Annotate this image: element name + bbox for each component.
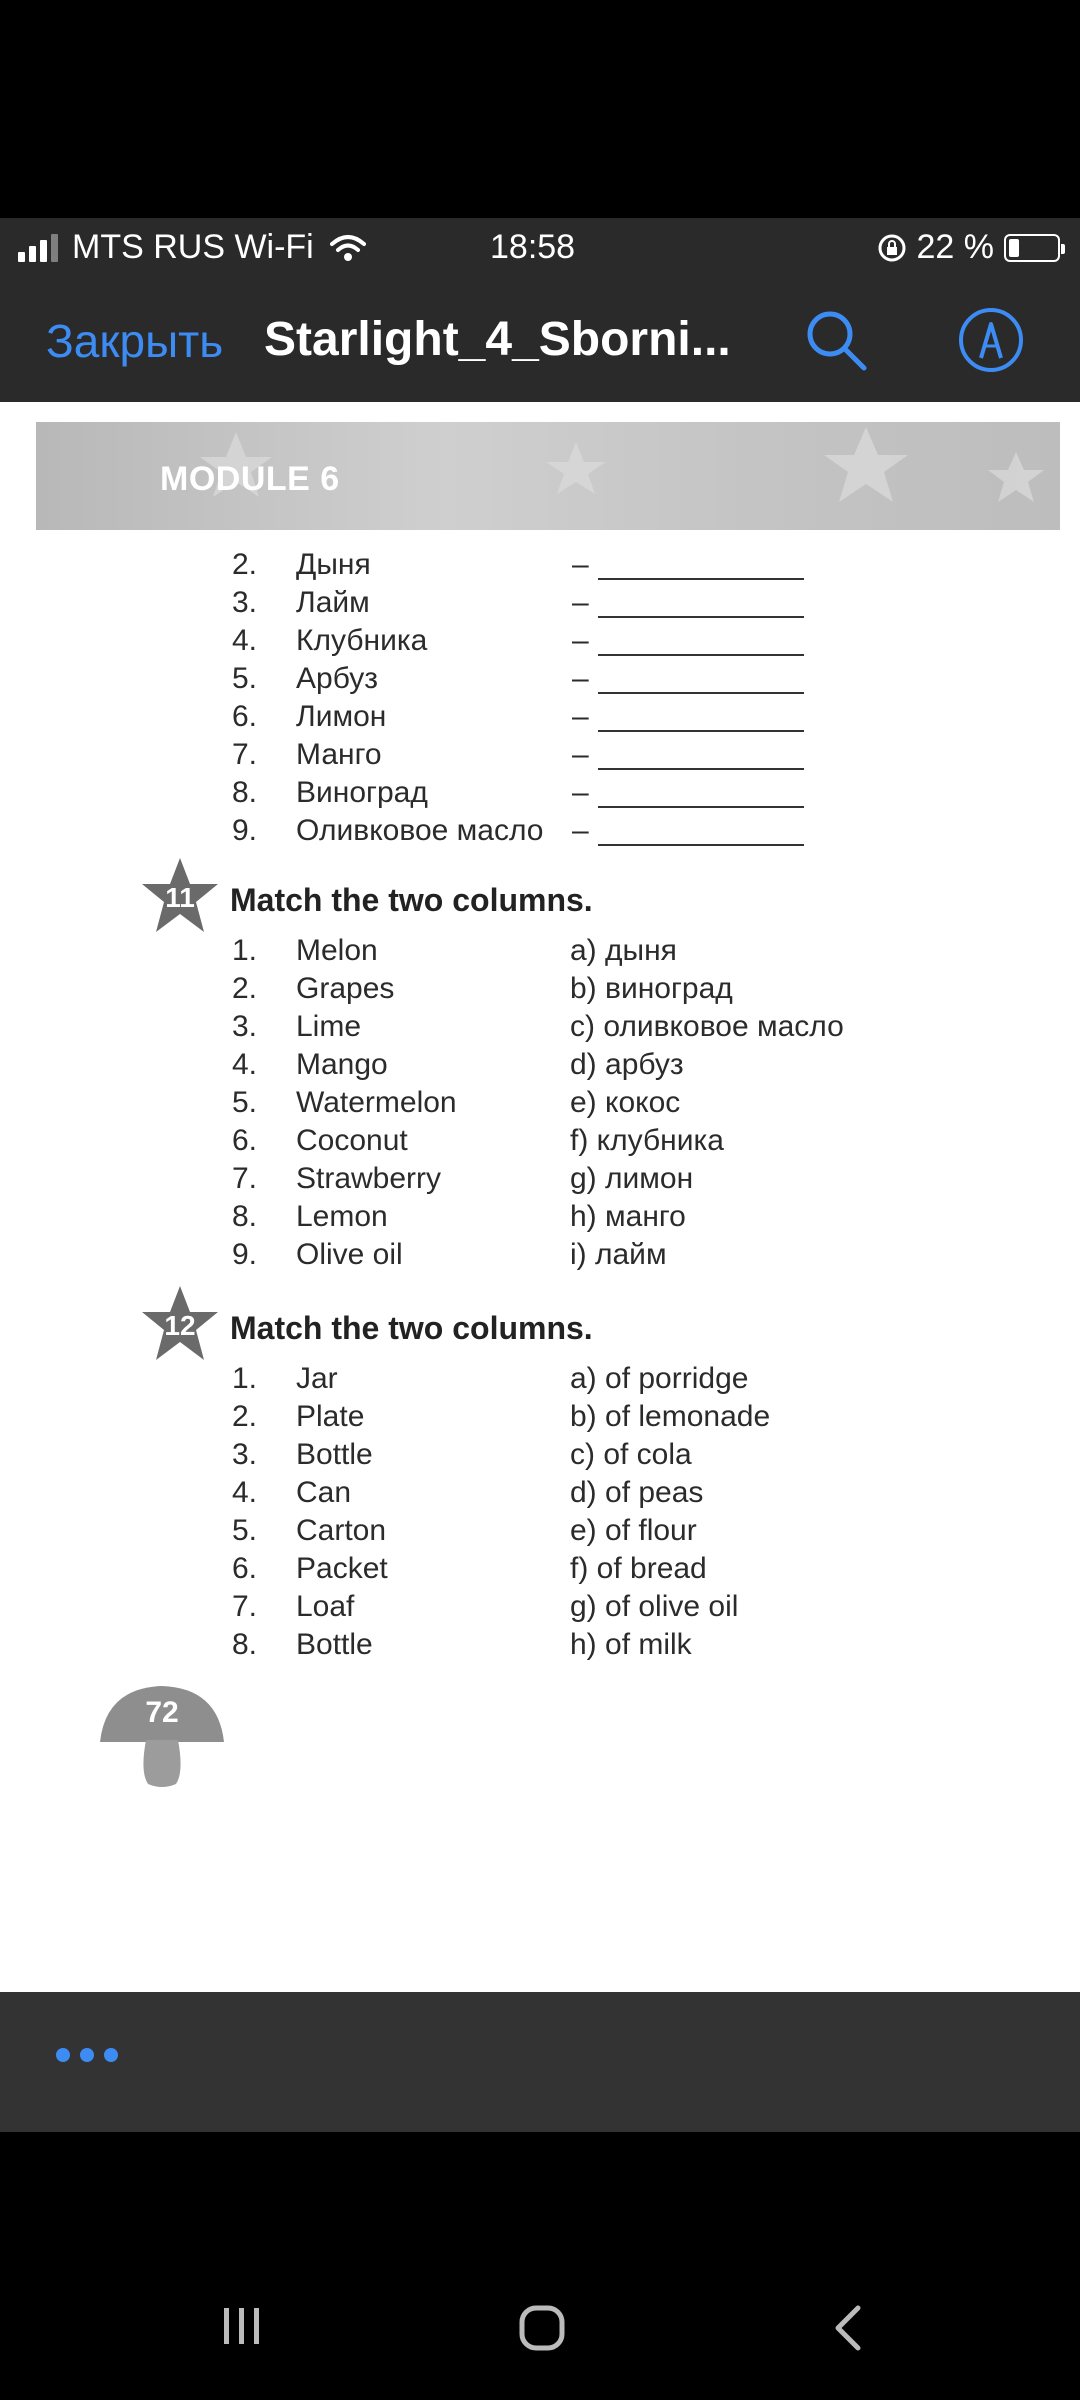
left-column-item: Mango [296,1048,388,1081]
match-row [0,1200,1080,1236]
answer-blank [598,624,804,656]
item-number: 7. [232,1162,258,1195]
search-icon[interactable] [800,304,872,376]
vocab-row [0,548,1080,584]
match-row [0,934,1080,970]
clock: 18:58 [490,228,576,266]
match-row [0,1124,1080,1160]
answer-blank [598,586,804,618]
vocab-word: Оливковое масло [296,814,544,847]
answer-blank [598,662,804,694]
page-number: 72 [145,1696,179,1729]
recent-apps-icon[interactable] [220,2304,264,2348]
item-number: 8. [232,1628,258,1661]
dash: – [572,548,589,581]
vocab-word: Виноград [296,776,428,809]
match-row [0,1086,1080,1122]
match-row [0,1400,1080,1436]
left-column-item: Bottle [296,1628,373,1661]
task-11-star-badge [140,856,220,936]
task-12-star-badge [140,1284,220,1364]
more-options-icon[interactable] [56,2048,118,2062]
item-number: 3. [232,586,258,619]
match-row [0,1552,1080,1588]
left-column-item: Lime [296,1010,362,1043]
item-number: 9. [232,1238,258,1271]
answer-blank [598,814,804,846]
left-column-item: Loaf [296,1590,355,1623]
left-column-item: Strawberry [296,1162,442,1195]
match-row [0,972,1080,1008]
left-column-item: Coconut [296,1124,408,1157]
back-icon[interactable] [830,2304,866,2352]
vocab-row [0,700,1080,736]
item-number: 1. [232,1362,258,1395]
left-column-item: Olive oil [296,1238,403,1271]
document-page[interactable] [0,402,1080,1992]
left-column-item: Bottle [296,1438,373,1471]
match-row [0,1048,1080,1084]
dash: – [572,738,589,771]
match-row [0,1514,1080,1550]
item-number: 5. [232,1086,258,1119]
item-number: 3. [232,1010,258,1043]
item-number: 1. [232,934,258,967]
answer-blank [598,700,804,732]
module-banner [36,422,1060,530]
answer-blank [598,738,804,770]
item-number: 4. [232,1476,258,1509]
left-column-item: Grapes [296,972,395,1005]
right-column-item: b) of lemonade [570,1400,771,1433]
item-number: 7. [232,1590,258,1623]
item-number: 8. [232,776,258,809]
page-number-badge [96,1682,228,1788]
vocab-row [0,624,1080,660]
left-column-item: Plate [296,1400,365,1433]
dash: – [572,662,589,695]
right-column-item: h) of milk [570,1628,692,1661]
item-number: 6. [232,1552,258,1585]
nav-bar [0,278,1080,402]
right-column-item: i) лайм [570,1238,667,1271]
answer-blank [598,776,804,808]
item-number: 3. [232,1438,258,1471]
item-number: 6. [232,700,258,733]
right-column-item: e) of flour [570,1514,697,1547]
vocab-row [0,776,1080,812]
item-number: 2. [232,548,258,581]
right-column-item: d) арбуз [570,1048,684,1081]
item-number: 2. [232,972,258,1005]
right-column-item: e) кокос [570,1086,681,1119]
vocab-word: Манго [296,738,382,771]
match-row [0,1162,1080,1198]
module-label: MODULE 6 [160,460,340,498]
home-icon[interactable] [518,2304,566,2352]
right-column-item: g) of olive oil [570,1590,739,1623]
match-row [0,1628,1080,1664]
dash: – [572,700,589,733]
dash: – [572,586,589,619]
vocab-word: Лимон [296,700,387,733]
status-bar [0,218,1080,278]
match-row [0,1010,1080,1046]
battery-percent: 22 % [916,228,994,266]
right-column-item: h) манго [570,1200,686,1233]
vocab-row [0,738,1080,774]
left-column-item: Melon [296,934,378,967]
wifi-icon [328,232,368,264]
vocab-word: Лайм [296,586,370,619]
match-row [0,1438,1080,1474]
match-row [0,1238,1080,1274]
vocab-row [0,586,1080,622]
right-column-item: a) of porridge [570,1362,749,1395]
system-navigation-bar [0,2260,1080,2400]
dash: – [572,814,589,847]
item-number: 5. [232,1514,258,1547]
item-number: 9. [232,814,258,847]
task-11-number: 11 [165,882,195,913]
right-column-item: f) of bread [570,1552,707,1585]
item-number: 6. [232,1124,258,1157]
vocab-row [0,662,1080,698]
task-12-title: Match the two columns. [230,1310,593,1346]
item-number: 4. [232,1048,258,1081]
carrier-label: MTS RUS Wi-Fi [72,228,314,266]
bottom-toolbar [0,1992,1080,2132]
vocab-word: Клубника [296,624,428,657]
close-button[interactable]: Закрыть [46,315,224,367]
task-12-number: 12 [164,1310,196,1341]
cellular-signal-icon [18,234,58,262]
answer-blank [598,548,804,580]
item-number: 8. [232,1200,258,1233]
right-column-item: c) оливковое масло [570,1010,844,1043]
right-column-item: b) виноград [570,972,733,1005]
match-row [0,1362,1080,1398]
left-column-item: Lemon [296,1200,388,1233]
item-number: 7. [232,738,258,771]
right-column-item: a) дыня [570,934,677,967]
task-11-title: Match the two columns. [230,882,593,918]
vocab-word: Дыня [296,548,371,581]
rotation-lock-icon [877,233,907,263]
dash: – [572,624,589,657]
left-column-item: Watermelon [296,1086,457,1119]
document-title: Starlight_4_Sborni... [264,313,731,366]
right-column-item: d) of peas [570,1476,704,1509]
dash: – [572,776,589,809]
item-number: 2. [232,1400,258,1433]
right-column-item: g) лимон [570,1162,694,1195]
battery-icon [1004,234,1060,262]
match-row [0,1590,1080,1626]
right-column-item: f) клубника [570,1124,724,1157]
match-row [0,1476,1080,1512]
markup-icon[interactable] [955,304,1027,376]
left-column-item: Can [296,1476,352,1509]
left-column-item: Jar [296,1362,338,1395]
vocab-row [0,814,1080,850]
left-column-item: Carton [296,1514,387,1547]
right-column-item: c) of cola [570,1438,692,1471]
item-number: 5. [232,662,258,695]
left-column-item: Packet [296,1552,388,1585]
vocab-word: Арбуз [296,662,378,695]
item-number: 4. [232,624,258,657]
